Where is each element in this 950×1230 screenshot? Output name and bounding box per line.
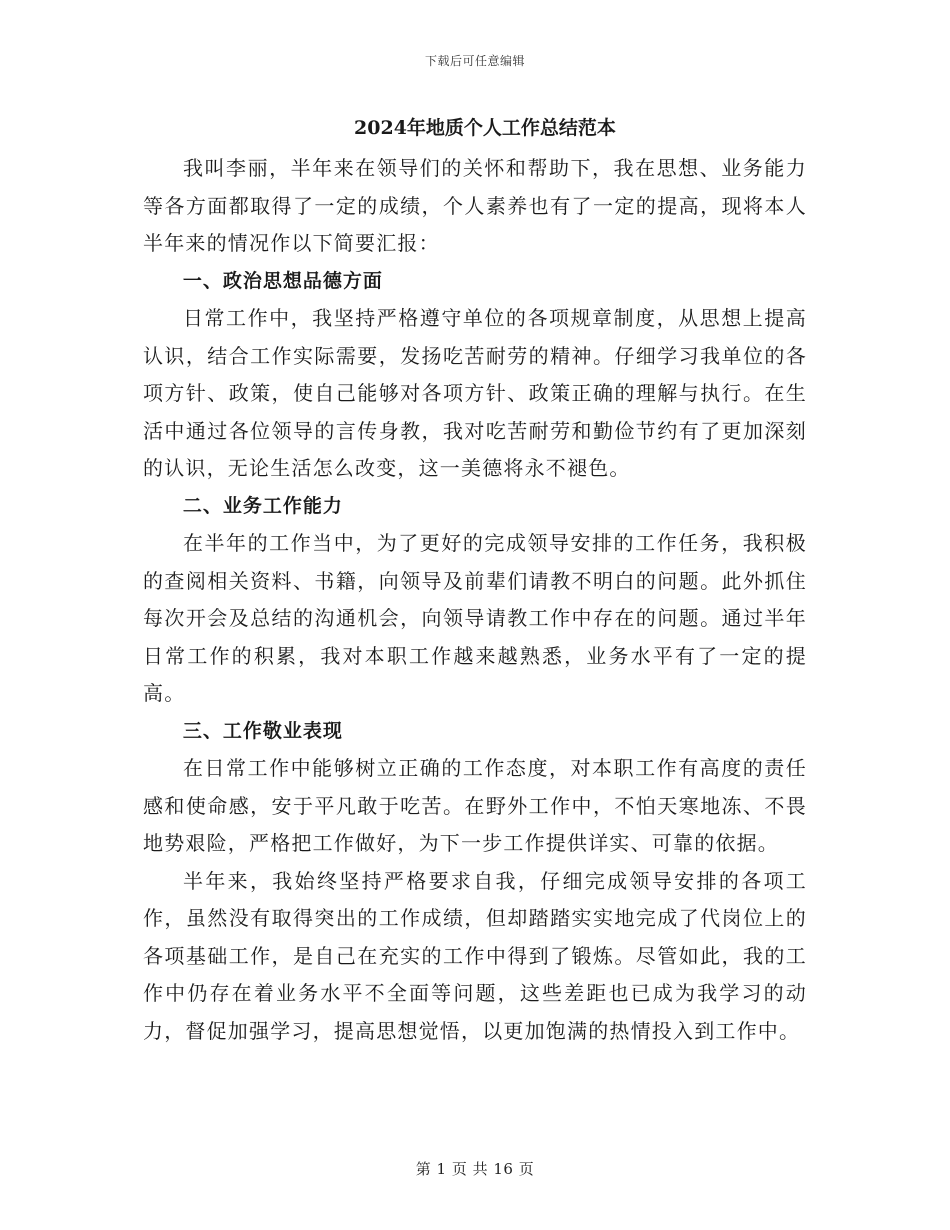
section-heading-politics: 一、政治思想品德方面: [182, 269, 383, 292]
section-paragraph-summary: 半年来，我始终坚持严格要求自我，仔细完成领导安排的各项工作，虽然没有取得突出的工作成绩，但却踏踏实实地完成了代岗位上的各项基础工作，是自己在充实的工作中得到了锻炼。尽管如此，我的工作中仍存在着业务水平不全面等问题，这些差距也已成为我学习的动力，督促加强学习，提高思想觉悟，以更加饱满的热情投入到工作中。: [143, 868, 807, 1043]
section-heading-dedication: 三、工作敬业表现: [182, 719, 343, 742]
document-body: [143, 112, 807, 1050]
section-paragraph-politics: 日常工作中，我坚持严格遵守单位的各项规章制度，从思想上提高认识，结合工作实际需要，发扬吃苦耐劳的精神。仔细学习我单位的各项方针、政策，使自己能够对各项方针、政策正确的理解与执行。在生活中通过各位领导的言传身教，我对吃苦耐劳和勤俭节约有了更加深刻的认识，无论生活怎么改变，这一美德将永不褪色。: [143, 306, 807, 480]
document-title: 2024年地质个人工作总结范本: [354, 117, 616, 139]
intro-paragraph: 我叫李丽，半年来在领导们的关怀和帮助下，我在思想、业务能力等各方面都取得了一定的成绩，个人素养也有了一定的提高，现将本人半年来的情况作以下简要汇报：: [143, 156, 807, 255]
section-paragraph-dedication: 在日常工作中能够树立正确的工作态度，对本职工作有高度的责任感和使命感，安于平凡敢于吃苦。在野外工作中，不怕天寒地冻、不畏地势艰险，严格把工作做好，为下一步工作提供详实、可靠的依据。: [143, 756, 807, 855]
header-note: 下载后可任意编辑: [424, 54, 525, 68]
page-number: 第 1 页 共 16 页: [415, 1160, 535, 1178]
section-paragraph-business: 在半年的工作当中，为了更好的完成领导安排的工作任务，我积极的查阅相关资料、书籍，向领导及前辈们请教不明白的问题。此外抓住每次开会及总结的沟通机会，向领导请教工作中存在的问题。通过半年日常工作的积累，我对本职工作越来越熟悉，业务水平有了一定的提高。: [143, 531, 807, 705]
section-heading-business: 二、业务工作能力: [182, 494, 343, 517]
